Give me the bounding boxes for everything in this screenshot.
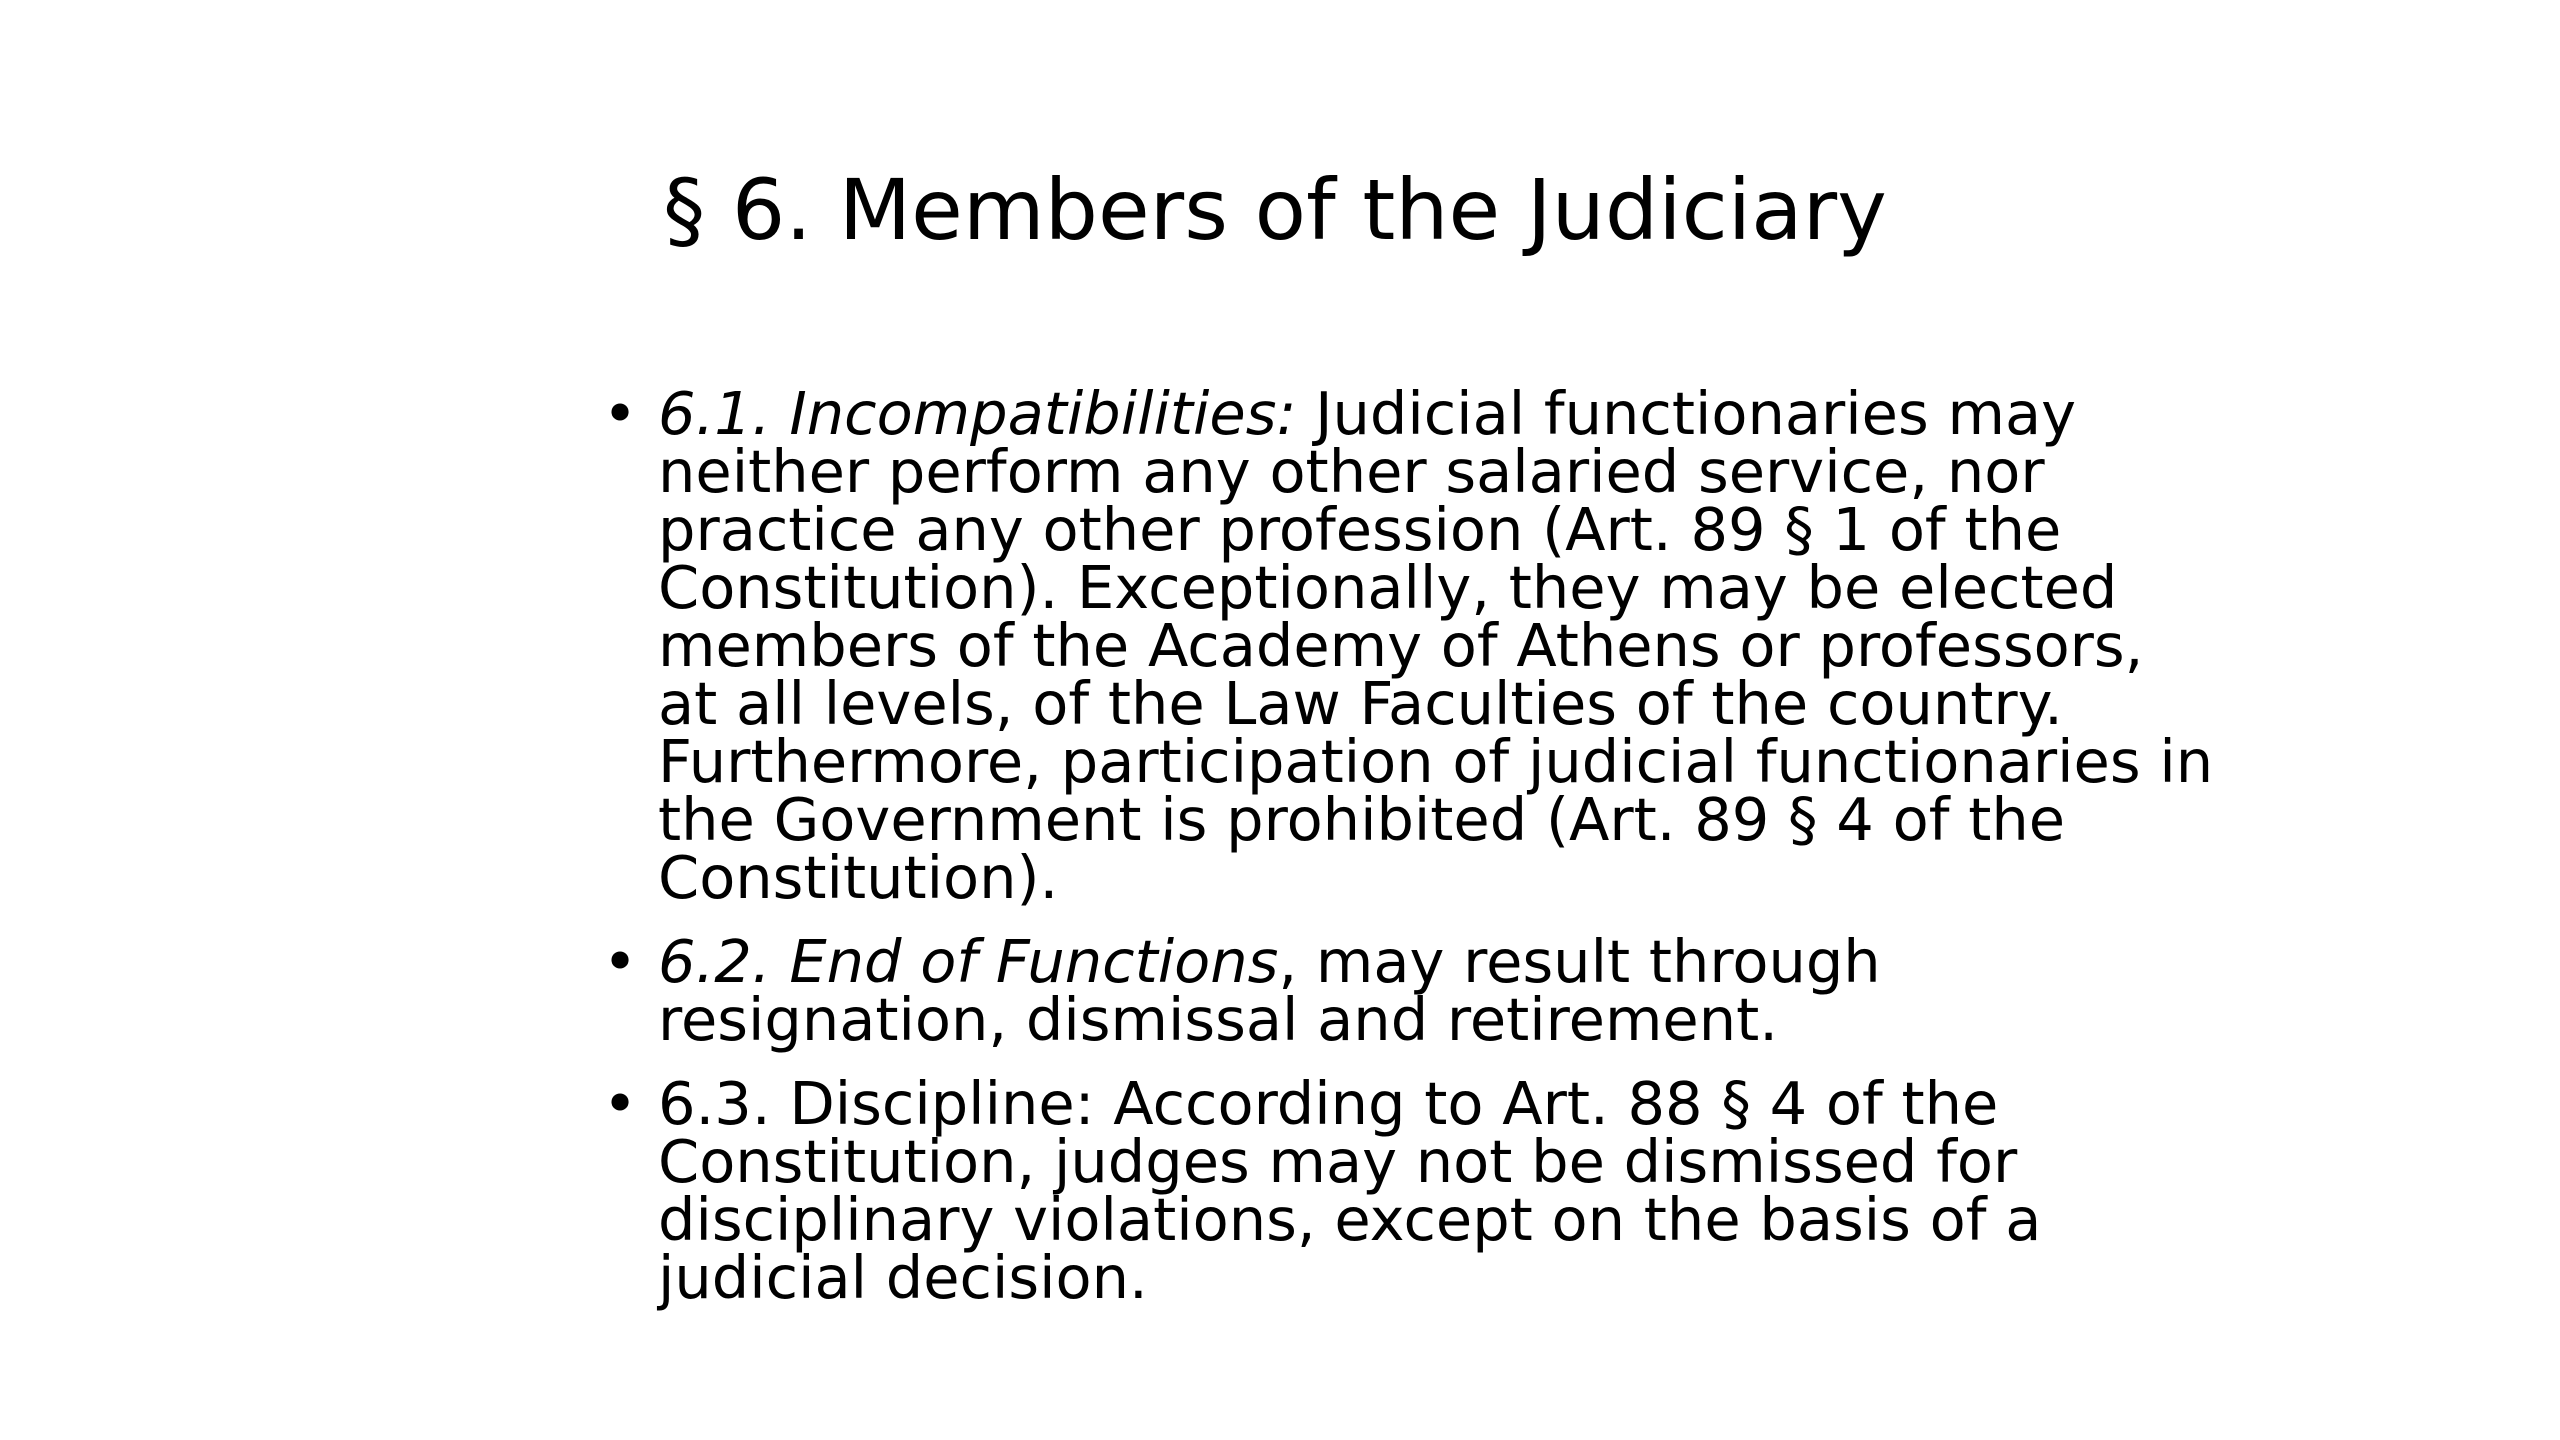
bullet-item-end-of-functions: [600, 927, 2220, 1054]
slide-title: § 6. Members of the Judiciary: [663, 161, 1887, 259]
bullet-icon: •: [602, 1069, 638, 1138]
slide-content: [600, 379, 2220, 1333]
item-heading: 6.2. End of Functions: [658, 927, 1279, 996]
bullet-item-discipline: [600, 1069, 2220, 1312]
bullet-item-incompatibilities: [600, 379, 2220, 912]
item-text: Judicial functionaries may neither perform any other salaried service, nor practice any other profession (Art. 89 § 1 of the Constitution). Exceptionally, they may be elected members of the Academy of Athens or professors, at all levels, of the Law Faculties of the country. Furthermore, participation of judicial functionaries in the Government is prohibited (Art. 89 § 4 of the Constitution).: [658, 379, 2214, 912]
bullet-list: [600, 379, 2220, 1312]
item-text: , may result through resignation, dismissal and retirement.: [658, 927, 1881, 1054]
item-text: 6.3. Discipline: According to Art. 88 § 4 of the Constitution, judges may not be dismissed for disciplinary violations, except on the basis of a judicial decision.: [658, 1069, 2042, 1312]
bullet-icon: •: [602, 927, 638, 996]
item-heading: 6.1. Incompatibilities:: [658, 379, 1297, 448]
bullet-icon: •: [602, 379, 638, 448]
